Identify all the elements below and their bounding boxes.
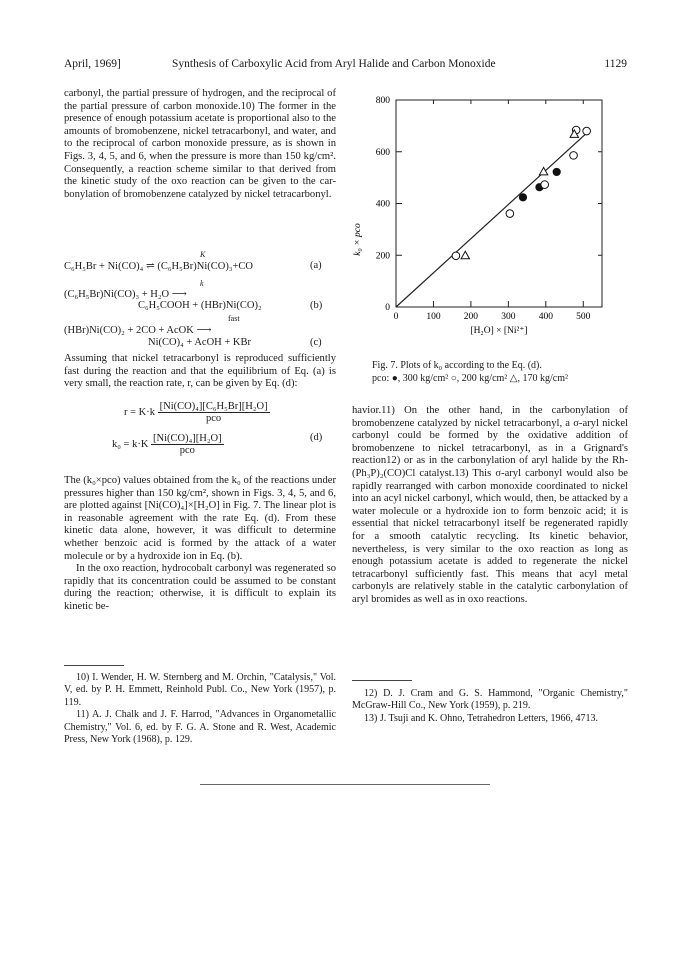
equation-a (64, 260, 253, 272)
data-point-open-circle (570, 152, 578, 160)
footnotes-right (352, 688, 628, 725)
figure-caption-line1: Fig. 7. Plots of k₀ according to the Eq. (d). (372, 360, 542, 371)
data-point-triangle (539, 167, 547, 175)
page-bottom-rule (200, 784, 490, 785)
equation-d2-lhs: k₀ = k·K (112, 438, 149, 450)
equation-a-constant: K (200, 250, 206, 259)
x-tick-label: 400 (538, 312, 553, 322)
equation-b-tag: (b) (310, 300, 323, 311)
data-point-open-circle (452, 252, 460, 260)
left-paragraph-3 (64, 475, 336, 614)
y-tick-label: 0 (385, 303, 390, 313)
data-point-filled-circle (553, 168, 560, 175)
left-paragraph-2 (64, 353, 336, 391)
footnote-divider-left (64, 665, 124, 666)
equation-c-line2: Ni(CO)₄ + AcOH + KBr (148, 337, 251, 348)
equation-d2-denominator: pco (179, 445, 195, 456)
x-axis-label: [H₂O] × [Ni²⁺] (470, 326, 528, 336)
equation-d-line2 (112, 433, 224, 456)
x-tick-label: 300 (501, 312, 516, 322)
equation-a-tag: (a) (310, 260, 322, 271)
equation-a-text: C₆H₅Br + Ni(CO)₄ ⇌ (C₆H₅Br)Ni(CO)₃+CO (64, 261, 254, 272)
equation-d2-numerator: [Ni(CO)₄][H₂O] (153, 433, 222, 444)
left-p1-text: carbonyl, the partial pressure of hydrogen, and the reciprocal of the partial pressure of carbon monoxide.10) The former in the presence of enough potassium acetate is proportional also to the amounts of bromobenzene, nickel tetracarbonyl, and water, and to the reciprocal of carbon monoxide pressure, as is shown in Figs. 3, 4, 5, and 6, when the pressure is more than 150 kg/cm². Consequently, a reaction scheme similar to that derived from the kinetic study of the oxo reaction can be given to the car-bonylation of bromobenzene catalyzed by nickel tetracarbonyl. (64, 88, 336, 200)
fit-line (396, 131, 589, 307)
x-tick-label: 100 (426, 312, 441, 322)
equation-d2-fraction (151, 433, 224, 456)
footnote-10: 10) I. Wender, H. W. Sternberg and M. Orchin, "Catalysis," Vol. V, ed. by P. H. Emmett, Reinhold Publ. Co., New York (1957), p. 119. (64, 672, 336, 708)
data-point-open-circle (506, 210, 514, 218)
figure-caption-line2: pco: ●, 300 kg/cm² ○, 200 kg/cm² △, 170 kg/cm² (372, 373, 568, 384)
running-header (64, 58, 627, 74)
figure-7-chart (340, 84, 628, 354)
figure-7-caption (372, 359, 628, 385)
footnote-13: 13) J. Tsuji and K. Ohno, Tetrahedron Letters, 1966, 4713. (364, 712, 599, 724)
right-paragraph-1 (352, 405, 628, 607)
data-point-open-circle (541, 181, 549, 189)
equation-c-tag: (c) (310, 337, 322, 348)
footnotes-left (64, 672, 336, 746)
left-p3-text: The (k₀×pco) values obtained from the k₀ of the reactions under pressures higher than 150 kg/cm², shown in Figs. 3, 4, 5, and 6, are plotted against [Ni(CO)₄]×[H₂O] in Fig. 7. The linear plot is in reasonable agreement with the rate Eq. (d). From these kinetic data alone, however, it was difficult to determine whether benzoic acid is formed by the attack of a water molecule or by a hydroxide ion in Eq. (b). (64, 475, 336, 562)
left-paragraph-1 (64, 88, 336, 201)
right-p1-text: havior.11) On the other hand, in the carbonylation of bromobenzene catalyzed by nickel tetracarbonyl, a σ-aryl nickel carbonyl could be formed by the oxidative addition of bromobenzene to nickel tetracarbonyl, as in a Grignard's reaction12) or as in the carbonylation of aryl halide by the Rh-(Ph₃P)₂(CO)Cl catalyst.13) This σ-aryl carbonyl would also be rapidly rearranged with carbon monoxide coordinated to nickel into an acyl nickel carbonyl, which would, then, be attacked by a water molecule or a hydroxide ion to form benzoic acid; it is essential that nickel tetracarbonyl itself be regenerated rapidly for a smooth catalytic recycling. Its kinetic behavior, nevertheless, is very similar to the oxo reaction as long as enough potassium acetate is added to regenerate the nickel tetracarbonyl sufficiently fast. This means that acyl metal carbonyls are relatively stable in the catalytic carbonylation of aryl bromides as well as in oxo reactions. (352, 405, 628, 605)
equation-d1-numerator: [Ni(CO)₄][C₆H₅Br][H₂O] (159, 401, 268, 412)
equation-d1-lhs: r = K·k (124, 406, 155, 418)
equation-d1-fraction (158, 401, 270, 424)
x-tick-label: 500 (576, 312, 591, 322)
y-tick-label: 400 (375, 199, 390, 210)
x-tick-label: 0 (393, 312, 399, 322)
footnote-12: 12) D. J. Cram and G. S. Hammond, "Organic Chemistry," McGraw-Hill Co., New York (1959), p. 219. (352, 688, 628, 712)
equation-c-line1: (HBr)Ni(CO)₂ + 2CO + AcOK ⟶ (64, 325, 212, 336)
equation-b-line2: C₆H₅COOH + (HBr)Ni(CO)₂ (138, 300, 262, 311)
footnote-divider-right (352, 680, 412, 681)
y-tick-label: 600 (375, 147, 390, 158)
equation-d1-denominator: pco (206, 413, 222, 424)
equation-d-tag: (d) (310, 432, 323, 443)
x-tick-label: 200 (463, 312, 479, 322)
header-title: Synthesis of Carboxylic Acid from Aryl Halide and Carbon Monoxide (172, 58, 496, 70)
equation-d-line1 (124, 401, 270, 424)
equation-c-constant: fast (228, 314, 240, 323)
y-tick-label: 200 (375, 251, 390, 262)
data-point-triangle (461, 251, 469, 259)
y-tick-label: 800 (375, 96, 390, 106)
plot-frame (396, 100, 602, 307)
equation-b-line1: (C₆H₅Br)Ni(CO)₃ + H₂O ⟶ (64, 289, 187, 300)
data-point-open-circle (583, 127, 591, 135)
page-number: 1129 (604, 58, 627, 70)
y-axis-label: k₀ × pco (353, 223, 363, 256)
data-point-filled-circle (519, 194, 526, 201)
footnote-11: 11) A. J. Chalk and J. F. Harrod, "Advances in Organometallic Chemistry," Vol. 6, ed. by F. G. A. Stone and R. West, Academic Press, New York (1968), p. 129. (64, 709, 336, 746)
left-p2-text: Assuming that nickel tetracarbonyl is reproduced sufficiently fast during the reaction and that the equilibrium of Eq. (a) is very small, the reaction rate, r, can be given by Eq. (d): (64, 353, 336, 390)
header-date: April, 1969] (64, 58, 121, 70)
equation-b-constant: k (200, 279, 204, 288)
left-p4-text: In the oxo reaction, hydrocobalt carbonyl was regenerated so rapidly that its concentration could be assumed to be constant during the reaction; otherwise, it is difficult to explain its kinetic be- (64, 563, 336, 612)
